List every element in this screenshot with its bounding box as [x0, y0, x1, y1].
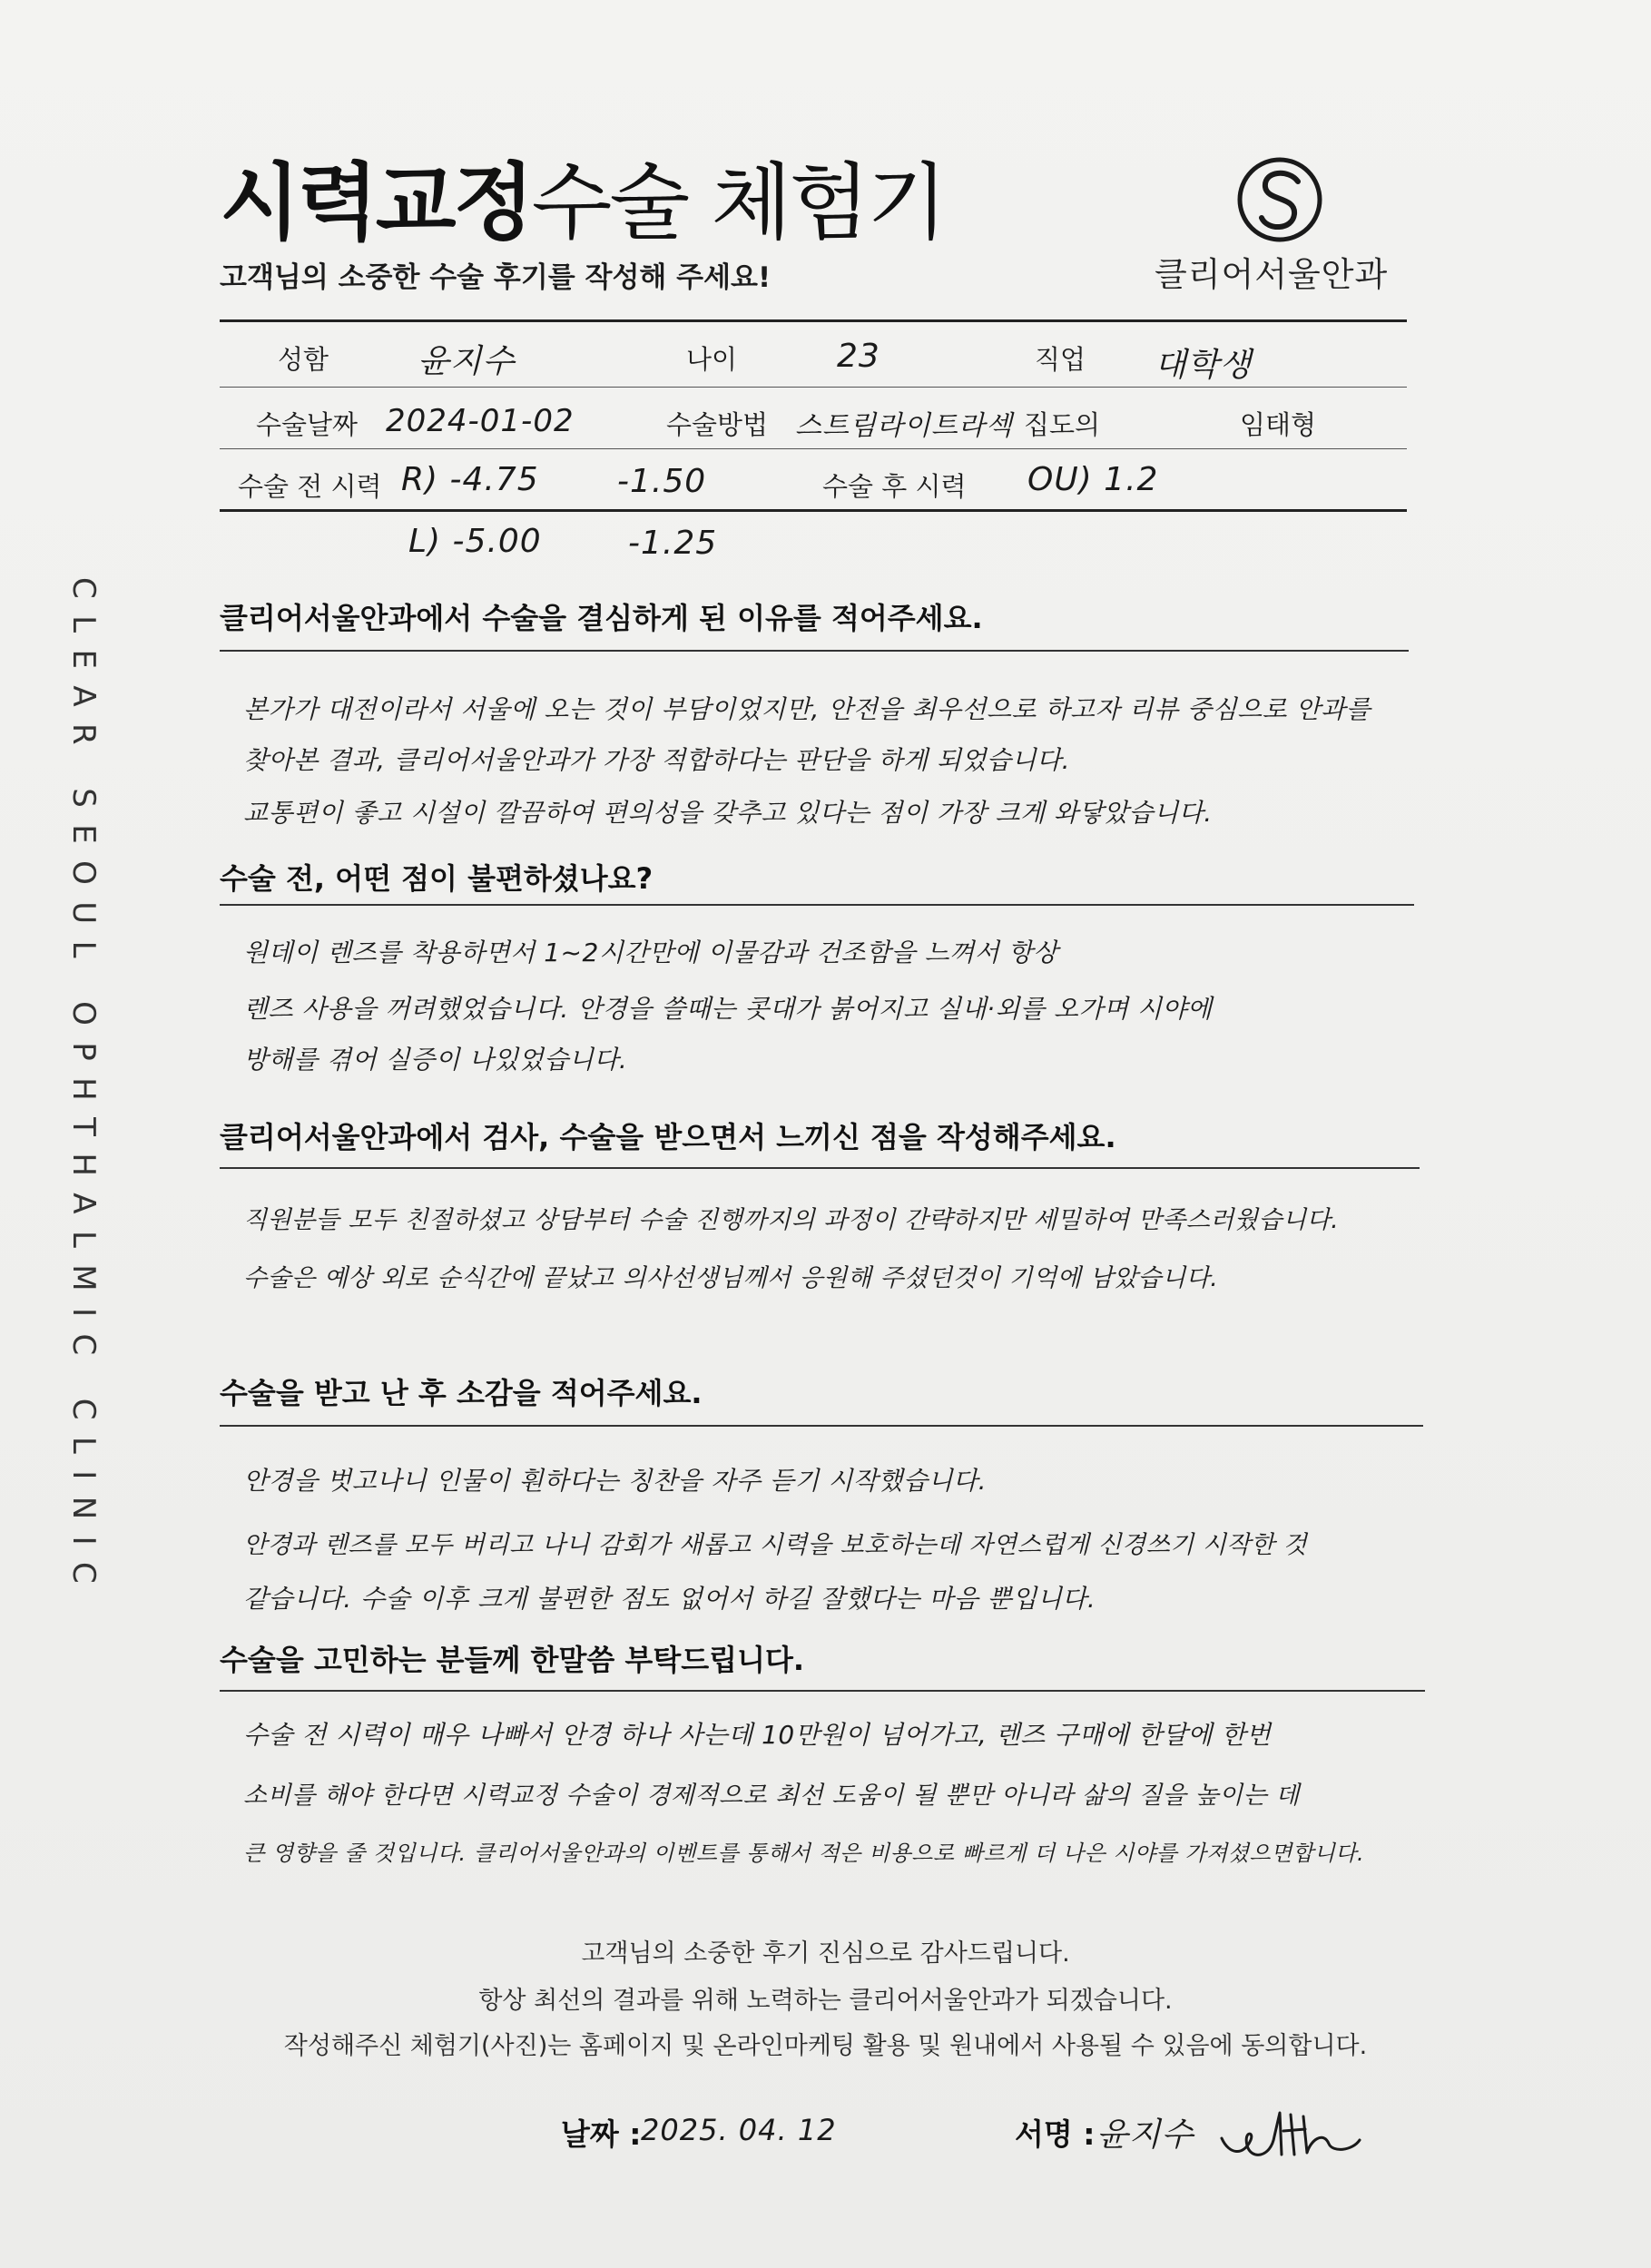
pre-vision-right[interactable]: R) -4.75	[401, 461, 539, 498]
post-vision-value[interactable]: OU) 1.2	[1027, 461, 1159, 498]
question-1-rule	[220, 650, 1409, 652]
answer-5-line-1[interactable]: 수술 전 시력이 매우 나빠서 안경 하나 사는데 10만원이 넘어가고, 렌즈 구매에 한달에 한번	[243, 1720, 1272, 1750]
method-label: 수술방법	[666, 409, 769, 440]
footer-thanks: 고객님의 소중한 후기 진심으로 감사드립니다.	[581, 1939, 1070, 1968]
post-vision-label: 수술 후 시력	[822, 471, 967, 502]
table-row-rule	[220, 387, 1407, 388]
sign-date-label: 날짜 :	[561, 2116, 642, 2152]
table-row-rule	[220, 448, 1407, 449]
clear-seoul-logo-icon	[1234, 154, 1325, 245]
question-4: 수술을 받고 난 후 소감을 적어주세요.	[220, 1376, 703, 1410]
table-top-rule	[220, 319, 1407, 322]
question-3: 클리어서울안과에서 검사, 수술을 받으면서 느끼신 점을 작성해주세요.	[220, 1120, 1116, 1154]
doctor-value: 임태형	[1240, 409, 1317, 440]
method-value[interactable]: 스트림라이트라섹	[795, 410, 1013, 442]
question-4-rule	[220, 1425, 1423, 1427]
job-label: 직업	[1035, 344, 1086, 375]
answer-4-line-3[interactable]: 같습니다. 수술 이후 크게 불편한 점도 없어서 하길 잘했다는 마음 뿐입니다.	[243, 1584, 1096, 1614]
answer-2-line-2[interactable]: 렌즈 사용을 꺼려했었습니다. 안경을 쓸때는 콧대가 붉어지고 실내·외를 오가며 시야에	[243, 994, 1213, 1024]
pre-vision-label: 수술 전 시력	[238, 471, 382, 502]
age-value[interactable]: 23	[837, 338, 880, 375]
sign-date-value[interactable]: 2025. 04. 12	[641, 2113, 837, 2147]
pre-vision-left[interactable]: L) -5.00	[408, 523, 542, 560]
answer-4-line-2[interactable]: 안경과 렌즈를 모두 버리고 나니 감회가 새롭고 시력을 보호하는데 자연스럽게 신경쓰기 시작한 것	[243, 1531, 1308, 1559]
sign-name-value[interactable]: 윤지수	[1096, 2116, 1194, 2154]
answer-5-line-3[interactable]: 큰 영향을 줄 것입니다. 클리어서울안과의 이벤트를 통해서 적은 비용으로 빠르게 더 나은 시야를 가져셨으면합니다.	[243, 1841, 1365, 1866]
pre-vision-left-cyl[interactable]: -1.25	[628, 525, 718, 562]
answer-3-line-1[interactable]: 직원분들 모두 친절하셨고 상담부터 수술 진행까지의 과정이 간략하지만 세밀하여 만족스러웠습니다.	[243, 1206, 1340, 1234]
doctor-label: 집도의	[1024, 409, 1101, 440]
logo-text: 클리어서울안과	[1155, 255, 1389, 294]
question-5: 수술을 고민하는 분들께 한말씀 부탁드립니다.	[220, 1643, 805, 1677]
job-value[interactable]: 대학생	[1155, 347, 1253, 384]
date-label: 수술날짜	[256, 409, 359, 440]
question-5-rule	[220, 1690, 1425, 1692]
date-value[interactable]: 2024-01-02	[386, 403, 575, 439]
page-subtitle: 고객님의 소중한 수술 후기를 작성해 주세요!	[220, 261, 771, 294]
answer-3-line-2[interactable]: 수술은 예상 외로 순식간에 끝났고 의사선생님께서 응원해 주셨던것이 기억에 남았습니다.	[243, 1264, 1219, 1292]
title-light: 수술 체험기	[531, 154, 946, 251]
table-bottom-rule	[220, 509, 1407, 512]
answer-2-line-3[interactable]: 방해를 겪어 실증이 나있었습니다.	[243, 1045, 628, 1075]
question-1: 클리어서울안과에서 수술을 결심하게 된 이유를 적어주세요.	[220, 601, 983, 635]
sign-name-label: 서명 :	[1015, 2116, 1096, 2152]
page-title	[220, 136, 945, 256]
question-2: 수술 전, 어떤 점이 불편하셨나요?	[220, 861, 654, 896]
answer-1-line-2[interactable]: 찾아본 결과, 클리어서울안과가 가장 적합하다는 판단을 하게 되었습니다.	[243, 745, 1071, 775]
vertical-brand-text: CLEAR SEOUL OPHTHALMIC CLINIC	[65, 577, 102, 1601]
answer-1-line-3[interactable]: 교통편이 좋고 시설이 깔끔하여 편의성을 갖추고 있다는 점이 가장 크게 와닿았습니다.	[243, 798, 1213, 828]
name-label: 성함	[278, 344, 329, 375]
question-2-rule	[220, 904, 1414, 906]
name-value[interactable]: 윤지수	[418, 343, 516, 380]
age-label: 나이	[686, 344, 738, 375]
answer-2-line-1[interactable]: 원데이 렌즈를 착용하면서 1~2시간만에 이물감과 건조함을 느껴서 항상	[243, 938, 1058, 967]
footer-consent: 작성해주신 체험기(사진)는 홈페이지 및 온라인마케팅 활용 및 원내에서 사용될 수 있음에 동의합니다.	[283, 2032, 1368, 2060]
title-bold: 시력교정	[220, 154, 532, 251]
pre-vision-right-cyl[interactable]: -1.50	[617, 463, 707, 500]
footer-promise: 항상 최선의 결과를 위해 노력하는 클리어서울안과가 되겠습니다.	[478, 1987, 1173, 2015]
answer-4-line-1[interactable]: 안경을 벗고나니 인물이 훤하다는 칭찬을 자주 듣기 시작했습니다.	[243, 1466, 988, 1496]
answer-1-line-1[interactable]: 본가가 대전이라서 서울에 오는 것이 부담이었지만, 안전을 최우선으로 하고자 리뷰 중심으로 안과를	[243, 694, 1371, 724]
signature-scribble	[1216, 2104, 1380, 2167]
answer-5-line-2[interactable]: 소비를 해야 한다면 시력교정 수술이 경제적으로 최선 도움이 될 뿐만 아니라 삶의 질을 높이는 데	[243, 1782, 1300, 1810]
question-3-rule	[220, 1167, 1420, 1169]
